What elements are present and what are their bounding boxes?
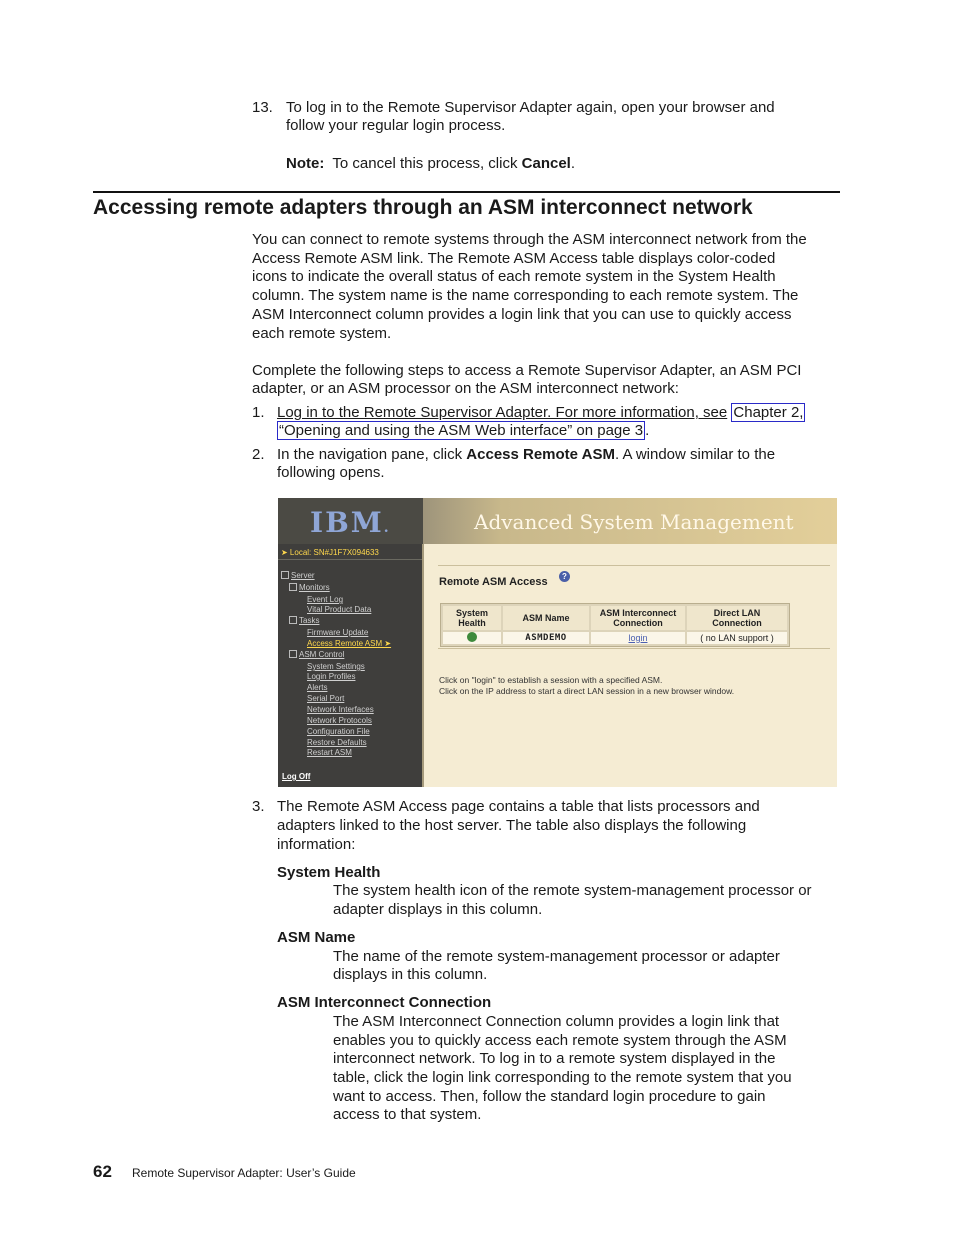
def-system-health-line-1: The system health icon of the remote system-management processor or (333, 882, 812, 899)
col-asm-name: ASM Name (503, 606, 589, 630)
step-3-line-1: The Remote ASM Access page contains a table that lists processors and (277, 798, 760, 815)
nav-tasks[interactable] (289, 616, 319, 626)
nav-network-interfaces[interactable]: Network Interfaces (307, 705, 374, 714)
collapse-icon (289, 650, 297, 658)
nav-tasks-label: Tasks (299, 616, 320, 625)
step-2-pre: In the navigation pane, click (277, 446, 463, 463)
nav-separator (422, 544, 424, 787)
step-1-login-link[interactable]: Log in to the Remote Supervisor Adapter. For more information, see (277, 404, 728, 421)
section-heading: Accessing remote adapters through an ASM interconnect network (93, 196, 753, 219)
hint-login: Click on "login" to establish a session with a specified ASM. (439, 675, 663, 685)
para-1-line-4: column. The system name is the name corresponding to each remote system. The (252, 287, 799, 304)
health-ok-icon (467, 632, 477, 642)
step-3-number: 3. (252, 798, 265, 815)
help-icon[interactable]: ? (559, 571, 570, 582)
col-asm-interconnect-l2: Connection (613, 618, 663, 628)
collapse-icon (289, 583, 297, 591)
col-system-health (443, 606, 501, 630)
def-asm-interconnect-line-6: access to that system. (333, 1106, 482, 1123)
def-asm-name-line-1: The name of the remote system-management processor or adapter (333, 948, 780, 965)
nav-configuration-file[interactable]: Configuration File (307, 727, 370, 736)
opening-web-interface-xref[interactable]: “Opening and using the ASM Web interface” on page 3 (279, 422, 644, 439)
def-asm-interconnect-line-4: table, click the login link corresponding to the remote system that you (333, 1069, 792, 1086)
step-2-line-1 (277, 446, 775, 465)
section-rule (93, 191, 840, 193)
col-direct-lan-l2: Connection (712, 618, 762, 628)
nav-asm-control-label: ASM Control (299, 650, 345, 659)
step-1-line-1 (277, 404, 805, 423)
chapter-2-xref[interactable]: Chapter 2, (733, 404, 804, 421)
def-asm-interconnect-line-5: want to access. Then, follow the standard login procedure to gain (333, 1088, 766, 1105)
step-3-line-2: adapters linked to the host server. The table also displays the following (277, 817, 747, 834)
note-period: . (570, 155, 576, 172)
def-system-health-line-2: adapter displays in this column. (333, 901, 543, 918)
nav-restore-defaults[interactable]: Restore Defaults (307, 738, 367, 747)
def-asm-name-line-2: displays in this column. (333, 966, 488, 983)
nav-login-profiles[interactable]: Login Profiles (307, 672, 356, 681)
asm-window-screenshot (278, 498, 837, 787)
nav-server[interactable] (281, 571, 315, 581)
step-2-number: 2. (252, 446, 265, 463)
nav-log-off[interactable]: Log Off (282, 772, 311, 781)
def-system-health-term: System Health (277, 864, 381, 881)
app-title: Advanced System Management (474, 510, 794, 534)
step-1-number: 1. (252, 404, 265, 421)
nav-access-remote-asm[interactable]: Access Remote ASM ➤ (307, 639, 392, 648)
table-header-row (443, 606, 787, 630)
col-asm-interconnect-l1: ASM Interconnect (599, 608, 677, 618)
footer-title: Remote Supervisor Adapter: User’s Guide (132, 1166, 356, 1180)
def-asm-interconnect-line-3: interconnect network. To log in to a remote system displayed in the (333, 1050, 776, 1067)
asm-name-cell: ASMDEMO (503, 632, 589, 644)
col-system-health-l2: Health (458, 618, 486, 628)
ibm-logo-mark: . (383, 520, 391, 536)
step-1-line-2 (277, 422, 649, 441)
step-2-post: . A window similar to the (614, 446, 776, 463)
interconnect-cell (591, 632, 685, 644)
asm-header (278, 498, 837, 544)
nav-alerts[interactable]: Alerts (307, 683, 328, 692)
step-13-line-2: follow your regular login process. (286, 117, 506, 134)
para-2-line-1: Complete the following steps to access a Remote Supervisor Adapter, an ASM PCI (252, 362, 802, 379)
para-2-line-2: adapter, or an ASM processor on the ASM interconnect network: (252, 380, 679, 397)
col-direct-lan-l1: Direct LAN (713, 608, 761, 618)
remote-asm-access-title: Remote ASM Access (439, 576, 548, 588)
para-1-line-2: Access Remote ASM link. The Remote ASM Access table displays color-coded (252, 250, 776, 267)
remote-asm-table (440, 603, 790, 647)
local-system-label: ➤ Local: SN#J1F7X094633 (281, 548, 379, 557)
nav-serial-port[interactable]: Serial Port (307, 694, 345, 703)
col-direct-lan (687, 606, 787, 630)
login-link[interactable]: login (628, 632, 648, 643)
nav-event-log[interactable]: Event Log (307, 595, 344, 604)
table-divider (438, 648, 830, 649)
step-1-period: . (645, 422, 650, 439)
content-divider (438, 565, 830, 566)
nav-monitors[interactable] (289, 583, 330, 593)
def-asm-interconnect-line-2: enables you to quickly access each remote system through the ASM (333, 1032, 787, 1049)
para-1-line-3: icons to indicate the overall status of each remote system in the System Health (252, 268, 776, 285)
note-label: Note: (286, 155, 325, 172)
step-13-note (286, 155, 575, 174)
def-asm-interconnect-term: ASM Interconnect Connection (277, 994, 492, 1011)
hint-ip: Click on the IP address to start a direct LAN session in a new browser window. (439, 686, 735, 696)
table-row (443, 632, 787, 644)
nav-restart-asm[interactable]: Restart ASM (307, 748, 352, 757)
lan-cell: ( no LAN support ) (687, 632, 787, 644)
col-asm-interconnect (591, 606, 685, 630)
nav-vital-product-data[interactable]: Vital Product Data (307, 605, 372, 614)
step-2-line-2: following opens. (277, 464, 385, 481)
para-1-line-6: each remote system. (252, 325, 392, 342)
note-text: To cancel this process, click (332, 155, 518, 172)
col-system-health-l1: System (455, 608, 489, 618)
nav-firmware-update[interactable]: Firmware Update (307, 628, 369, 637)
step-2-bold: Access Remote ASM (466, 446, 615, 463)
para-1-line-1: You can connect to remote systems through the ASM interconnect network from the (252, 231, 807, 248)
def-asm-name-term: ASM Name (277, 929, 356, 946)
nav-server-label: Server (291, 571, 315, 580)
nav-divider (278, 559, 422, 560)
page-number: 62 (93, 1162, 112, 1181)
health-cell (443, 632, 501, 644)
note-cancel: Cancel (521, 155, 571, 172)
nav-monitors-label: Monitors (299, 583, 330, 592)
nav-network-protocols[interactable]: Network Protocols (307, 716, 372, 725)
step-13-number: 13. (252, 99, 273, 116)
para-1-line-5: ASM Interconnect column provides a login link that you can use to quickly access (252, 306, 792, 323)
nav-asm-control[interactable] (289, 650, 344, 660)
ibm-logo (310, 506, 391, 539)
nav-system-settings[interactable]: System Settings (307, 662, 365, 671)
ibm-logo-text: IBM (310, 506, 384, 539)
collapse-icon (289, 616, 297, 624)
def-asm-interconnect-line-1: The ASM Interconnect Connection column provides a login link that (333, 1013, 780, 1030)
step-3-line-3: information: (277, 836, 356, 853)
collapse-icon (281, 571, 289, 579)
step-13-line-1: To log in to the Remote Supervisor Adapter again, open your browser and (286, 99, 775, 116)
